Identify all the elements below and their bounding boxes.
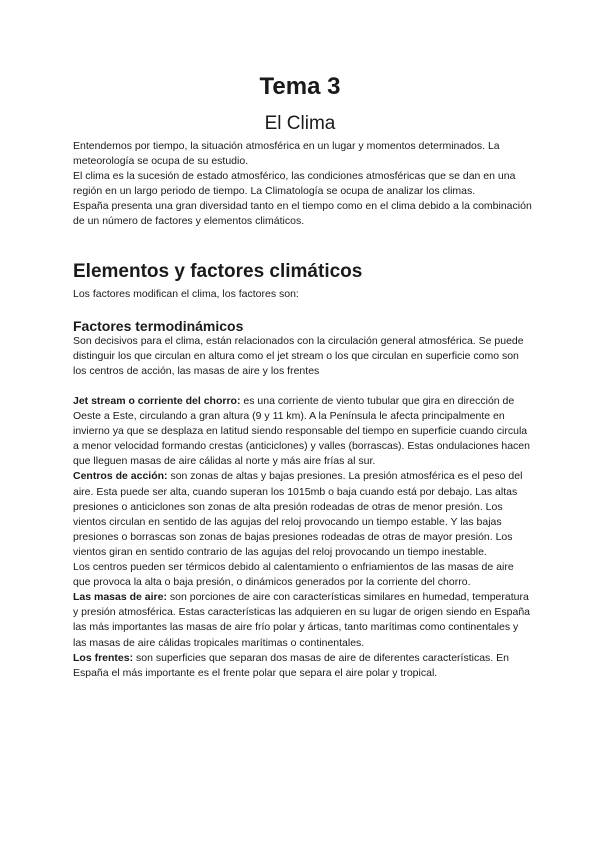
definition-centros-extra: Los centros pueden ser térmicos debido al calentamiento o enfriamientos de las masas de aire que provoca la alta o baja presión, o dinámicos generados por la corriente del chorro. [73, 561, 514, 589]
definition-text: son zonas de altas y bajas presiones. La presión atmosférica es el peso del aire. Esta puede ser alta, cuando superan los 1015mb o baja cuando está por debajo. Las altas presiones o anticiclones son zonas de alta presión rodeadas de otras de menor presión. Los vientos circulan en sentido de las agujas del reloj provocando un tiempo estable. Y las bajas presiones o borrascas son zonas de bajas presiones rodeadas de otras de mayor presión. Los vientos giran en sentido contrario de las agujas del reloj provocando un tiempo inestable. [73, 470, 523, 558]
definition-text: es una corriente de viento tubular que gira en dirección de Oeste a Este, circulando a gran altura (9 y 11 km). A la Península le afecta principalmente en invierno ya que se desplaza en latitud siendo responsable del tiempo en superficie cuando circula a menor velocidad formando crestas (anticiclones) y valles (borrascas). Estas ondulaciones hacen que lleguen masas de aire cálidas al norte y más aire frías al sur. [73, 395, 530, 468]
section-intro: Los factores modifican el clima, los factores son: [73, 288, 299, 300]
definition-term: Las masas de aire: [73, 591, 167, 604]
definition-masas [73, 590, 533, 650]
definitions-block [73, 394, 533, 681]
definition-term: Los frentes: [73, 651, 134, 664]
definition-term: Jet stream o corriente del chorro: [73, 395, 241, 407]
definition-frentes [73, 651, 533, 681]
subsection-heading: Factores termodinámicos [73, 318, 244, 334]
page-subtitle: El Clima [264, 113, 336, 134]
subsection-intro: Son decisivos para el clima, están relacionados con la circulación general atmosférica. Se puede distinguir los que circulan en altura como el jet stream o los que circulan en superficie como son los centros de acción, las masas de aire y los frentes [73, 335, 524, 378]
intro-block [73, 139, 533, 230]
definition-centros [73, 469, 533, 560]
definition-jet-stream [73, 394, 533, 469]
definition-text: son porciones de aire con características similares en humedad, temperatura y presión atmosférica. Estas características las adquieren en su lugar de origen siendo en España las más importantes las masas de aire frío polar y árticas, tanto marítimas como continentales y las masas de aire cálidas tropicales marítimas o continentales. [73, 591, 531, 649]
intro-paragraph: El clima es la sucesión de estado atmosférico, las condiciones atmosféricas que se dan en una región en un largo periodo de tiempo. La Climatología se ocupa de analizar los climas. [73, 170, 516, 198]
intro-paragraph: España presenta una gran diversidad tanto en el tiempo como en el clima debido a la combinación de un número de factores y elementos climáticos. [73, 200, 532, 228]
section-heading: Elementos y factores climáticos [73, 261, 363, 282]
definition-term: Centros de acción: [73, 470, 168, 483]
intro-paragraph: Entendemos por tiempo, la situación atmosférica en un lugar y momentos determinados. La meteorología se ocupa de su estudio. [73, 140, 500, 168]
definition-text: son superficies que separan dos masas de aire de diferentes características. En España el más importante es el frente polar que separa el aire polar y tropical. [73, 651, 509, 679]
page-title: Tema 3 [259, 73, 341, 100]
